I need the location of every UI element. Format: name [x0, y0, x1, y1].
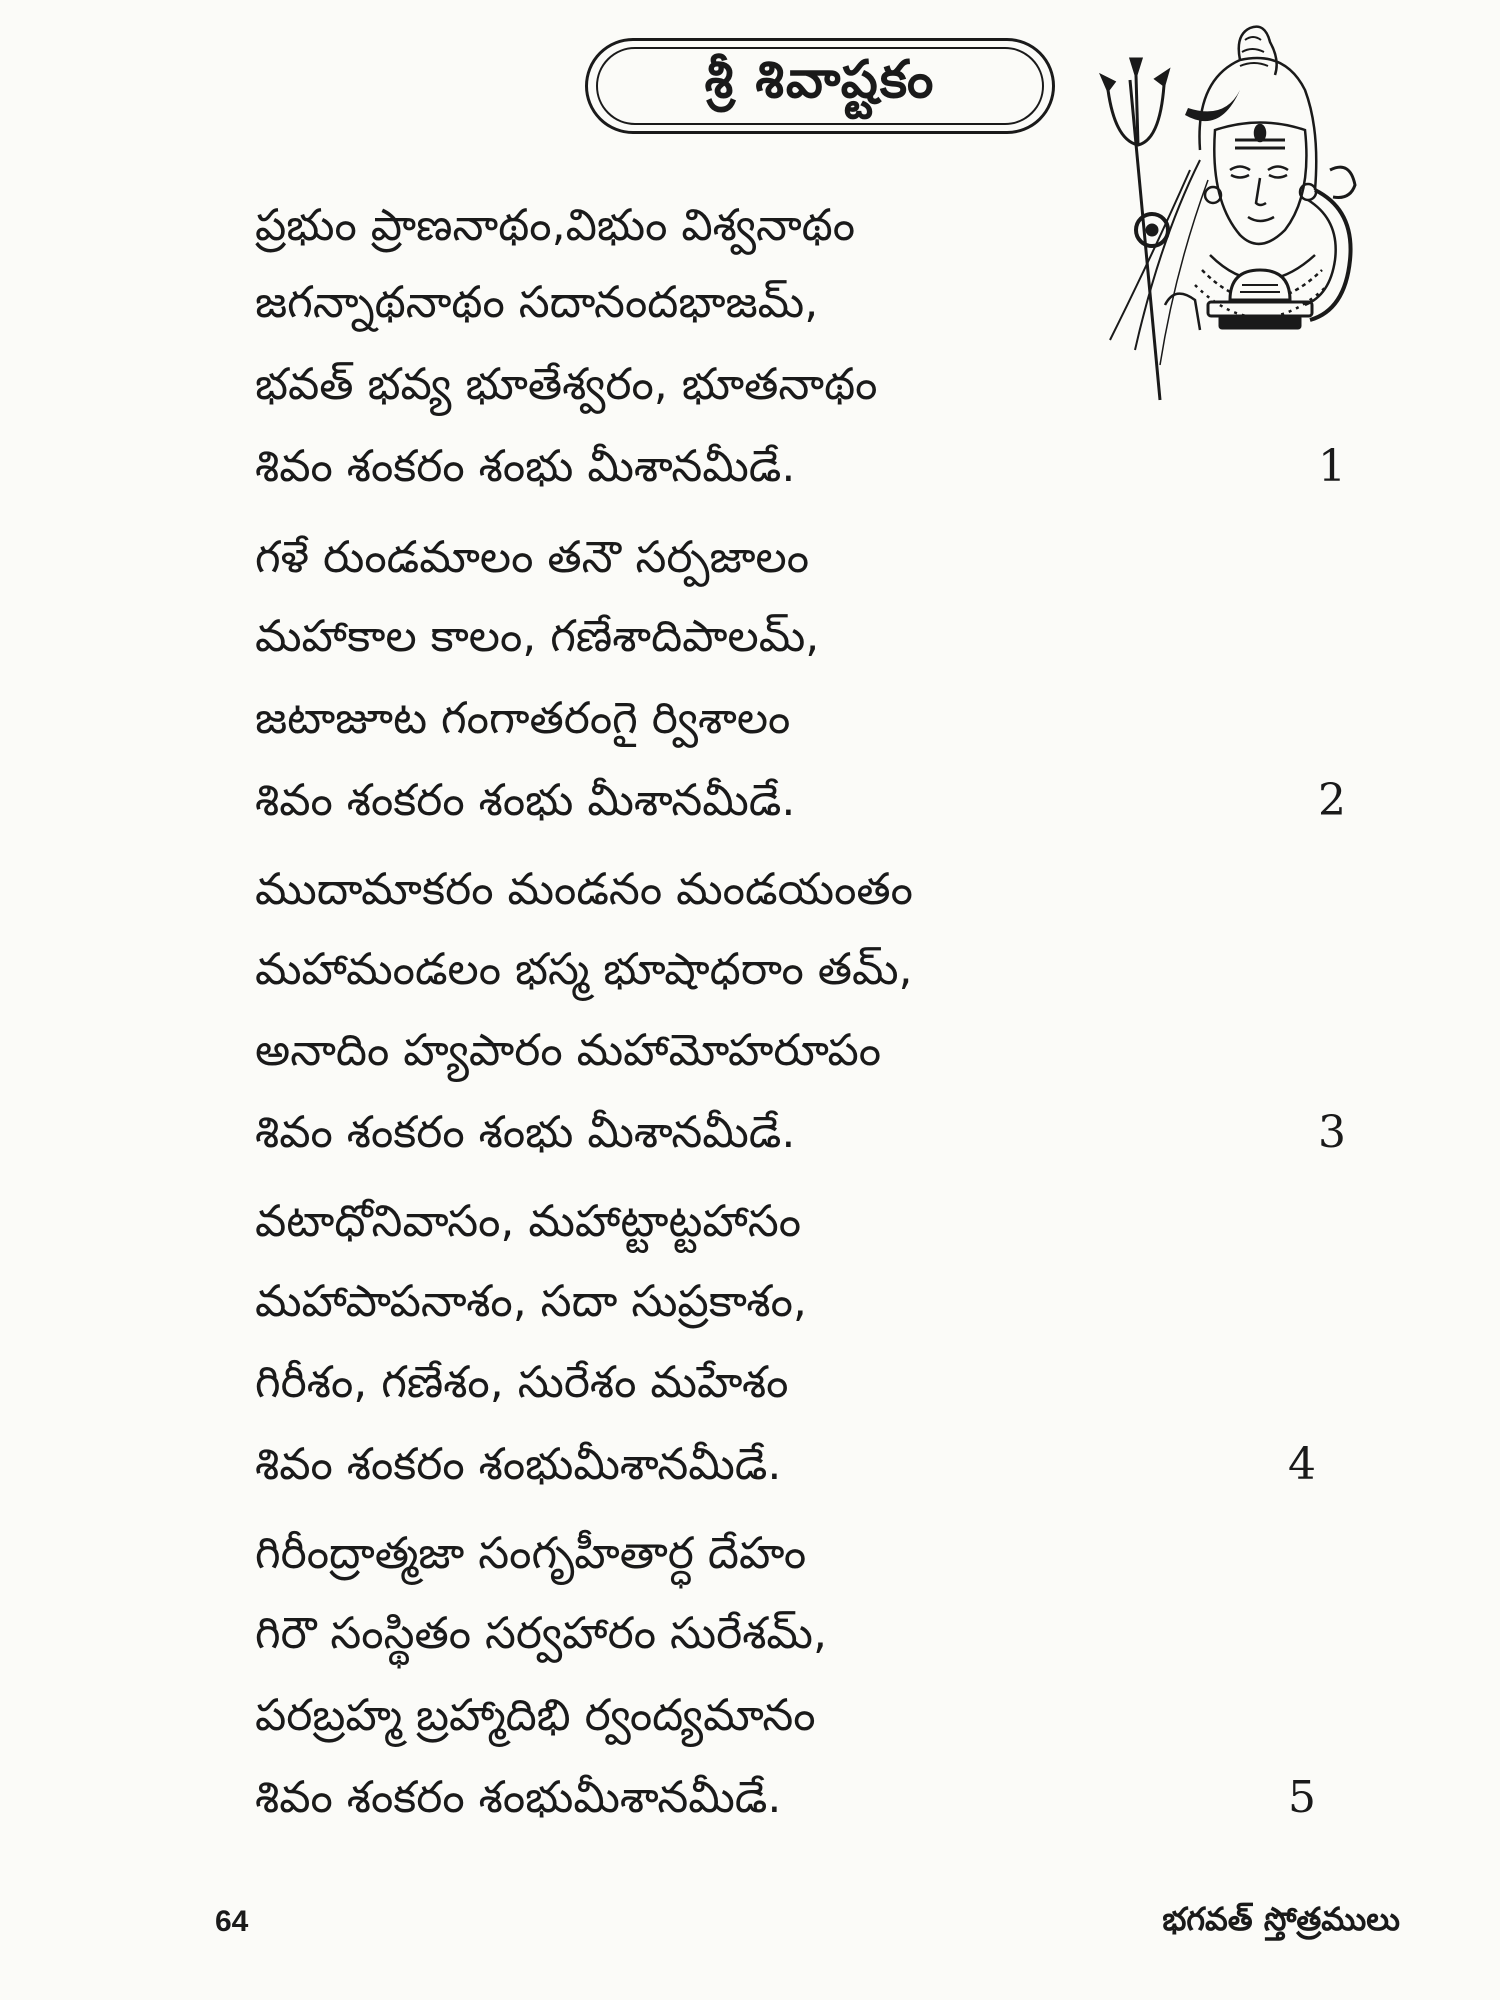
verse-line: మహాకాల కాలం, గణేశాదిపాలమ్, [255, 611, 820, 662]
title-frame-inner [596, 47, 1044, 125]
book-title: భగవత్ స్తోత్రములు [1162, 1900, 1400, 1938]
verse-line: వటాధోనివాసం, మహాట్టాట్టహాసం [255, 1196, 802, 1247]
verse-line: శివం శంకరం శంభు మీశానమీడే. [255, 441, 796, 492]
face [1205, 123, 1316, 244]
verse-line: గిరీశం, గణేశం, సురేశం మహేశం [255, 1357, 789, 1408]
verse-line: మహామండలం భస్మ భూషాధరాం తమ్, [255, 944, 913, 995]
verse-line: గిరౌ సంస్థితం సర్వహారం సురేశమ్, [255, 1608, 827, 1659]
verse-line: అనాదిం హ్యపారం మహామోహరూపం [255, 1025, 882, 1076]
verse-line: మహాపాపనాశం, సదా సుప్రకాశం, [255, 1276, 807, 1327]
verse-line: శివం శంకరం శంభు మీశానమీడే. [255, 775, 796, 826]
verse-line: ముదామాకరం మండనం మండయంతం [255, 864, 913, 915]
page-number: 64 [215, 1905, 249, 1938]
verse-line: పరబ్రహ్మ బ్రహ్మాదిభి ర్వంద్యమానం [255, 1690, 816, 1741]
page-title: శ్రీ శివాష్టకం [704, 49, 936, 110]
verse-number: 2 [1318, 775, 1346, 826]
verse-number: 3 [1318, 1107, 1346, 1158]
verse-line: గిరీంద్రాత్మజా సంగృహీతార్ధ దేహం [255, 1528, 807, 1579]
verse-line: శివం శంకరం శంభుమీశానమీడే. [255, 1772, 782, 1823]
verse-line: భవత్ భవ్య భూతేశ్వరం, భూతనాథం [255, 359, 878, 410]
crescent-moon-icon [1185, 90, 1240, 121]
verse-number: 1 [1318, 441, 1346, 492]
verse-line: శివం శంకరం శంభుమీశానమీడే. [255, 1439, 782, 1490]
verse-line: ప్రభుం ప్రాణనాథం,విభుం విశ్వనాథం [255, 200, 856, 251]
verse-number: 4 [1288, 1439, 1316, 1490]
lingam-base [1208, 270, 1312, 328]
title-frame [585, 38, 1055, 134]
verse-number: 5 [1288, 1772, 1316, 1823]
shiva-illustration [1090, 20, 1380, 410]
snake-icon [1305, 167, 1355, 320]
verse-line: జగన్నాథనాథం సదానందభాజమ్, [255, 277, 819, 328]
verse-line: జటాజూట గంగాతరంగై ర్విశాలం [255, 693, 791, 744]
verse-line: శివం శంకరం శంభు మీశానమీడే. [255, 1107, 796, 1158]
verse-line: గళే రుండమాలం తనౌ సర్పజాలం [255, 532, 810, 583]
